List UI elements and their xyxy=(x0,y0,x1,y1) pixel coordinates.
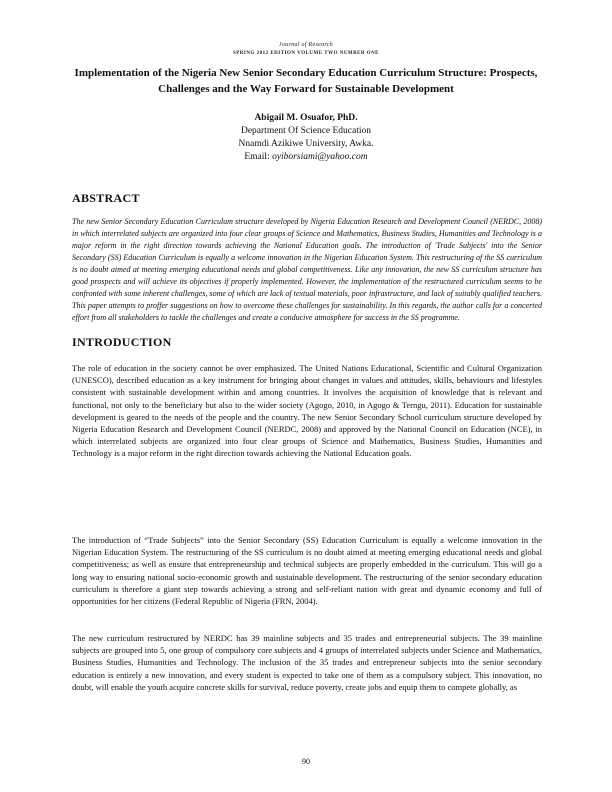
journal-name: Journal of Research xyxy=(278,42,334,48)
intro-paragraph-3: The new curriculum restructured by NERDC has 39 mainline subjects and 35 trades and entrepreneurial subjects. The 39 mainline subjects are grouped into 5, one group of compulsory core subjects and 4 groups of interrelated subjects under Science and Mathematics, Business Studies, Humanities and Technology. The inclusion of the 35 trades and entrepreneur subjects into the senior secondary education is entirely a new innovation, and every student is expected to take one of them as a compulsory subject. This innovation, no doubt, will enable the youth acquire concrete skills for survival, reduce poverty, create jobs and equip them to compete globally, as xyxy=(72,633,542,692)
paper-title: Implementation of the Nigeria New Senior Secondary Education Curriculum Structure: Prospects, Challenges and the Way Forward for Sustainable Development xyxy=(74,67,538,95)
email-label: Email: xyxy=(244,152,270,162)
author-email xyxy=(0,151,612,164)
page-number: 90 xyxy=(302,757,310,766)
edition-line: SPRING 2012 EDITION VOLUME TWO NUMBER ONE xyxy=(232,51,380,56)
abstract-heading: ABSTRACT xyxy=(72,191,140,205)
intro-paragraph-1: The role of education in the society cannot be over emphasized. The United Nations Educational, Scientific and Cultural Organization (UNESCO), described education as a key instrument for bringing about changes in values and attitudes, skills, behaviours and lifestyles consistent with sustainable development within and among countries. It involves the acquisition of knowledge that is relevant and functional, not only to the beneficiary but also to the wider society (Agogo, 2010, in Agogo & Terngu, 2011). Education for sustainable development is geared to the needs of the people and the country. The new Senior Secondary School curriculum structure developed by Nigeria Education Research and Development Council (NERDC, 2008) and approved by the National Council on Education (NCE), in which interrelated subjects are organized into four clear groups of Science and Mathematics, Business Studies, Humanities and Technology is a major reform in the right direction towards achieving the National Education goals. xyxy=(72,363,542,459)
author-department: Department Of Science Education xyxy=(240,126,372,136)
author-block xyxy=(0,112,612,164)
intro-paragraph-2: The introduction of “Trade Subjects” into the Senior Secondary (SS) Education Curriculum is equally a welcome innovation in the Nigerian Education System. The restructuring of the SS curriculum is no doubt aimed at meeting emerging educational needs and global competitiveness; as well as ensure that entrepreneurship and technical subjects are properly embedded in the curriculum. This will go a long way to ensuring national socio-economic growth and sustainable development. The restructuring of the senior secondary education curriculum is therefore a giant step towards achieving a strong and self-reliant nation with great and dynamic economy and full of opportunities for her citizens (Federal Republic of Nigeria (FRN, 2004). xyxy=(72,535,542,607)
introduction-heading: INTRODUCTION xyxy=(72,335,172,349)
author-university: Nnamdi Azikiwe University, Awka. xyxy=(238,139,374,149)
email-value[interactable]: oyiborsiami@yahoo.com xyxy=(272,152,368,162)
abstract-text: The new Senior Secondary Education Curriculum structure developed by Nigeria Education Research and Development Council (NERDC, 2008) in which interrelated subjects are organized into four clear groups of Science and Mathematics, Business Studies, Humanities and Technology is a major reform in the right direction towards achieving the National Education goals. The introduction of 'Trade Subjects' into the Senior Secondary (SS) Education Curriculum is equally a welcome innovation in the Nigerian Education System. This restructuring of the SS curriculum is no doubt aimed at meeting emerging educational needs and global competitiveness. Like any innovation, the new SS curriculum structure has good prospects and will achieve its objectives if properly implemented. However, the implementation of the restructured curriculum seems to be confronted with some inherent challenges, some of which are lack of textual materials, poor infrastructure, and lack of suitably qualified teachers. This paper attempts to proffer suggestions on how to overcome these challenges for sustainability. In this regards, the author calls for a concerted effort from all stakeholders to tackle the challenges and create a conducive atmosphere for success in the SS programme. xyxy=(72,217,542,322)
author-name: Abigail M. Osuafor, PhD. xyxy=(254,113,358,123)
